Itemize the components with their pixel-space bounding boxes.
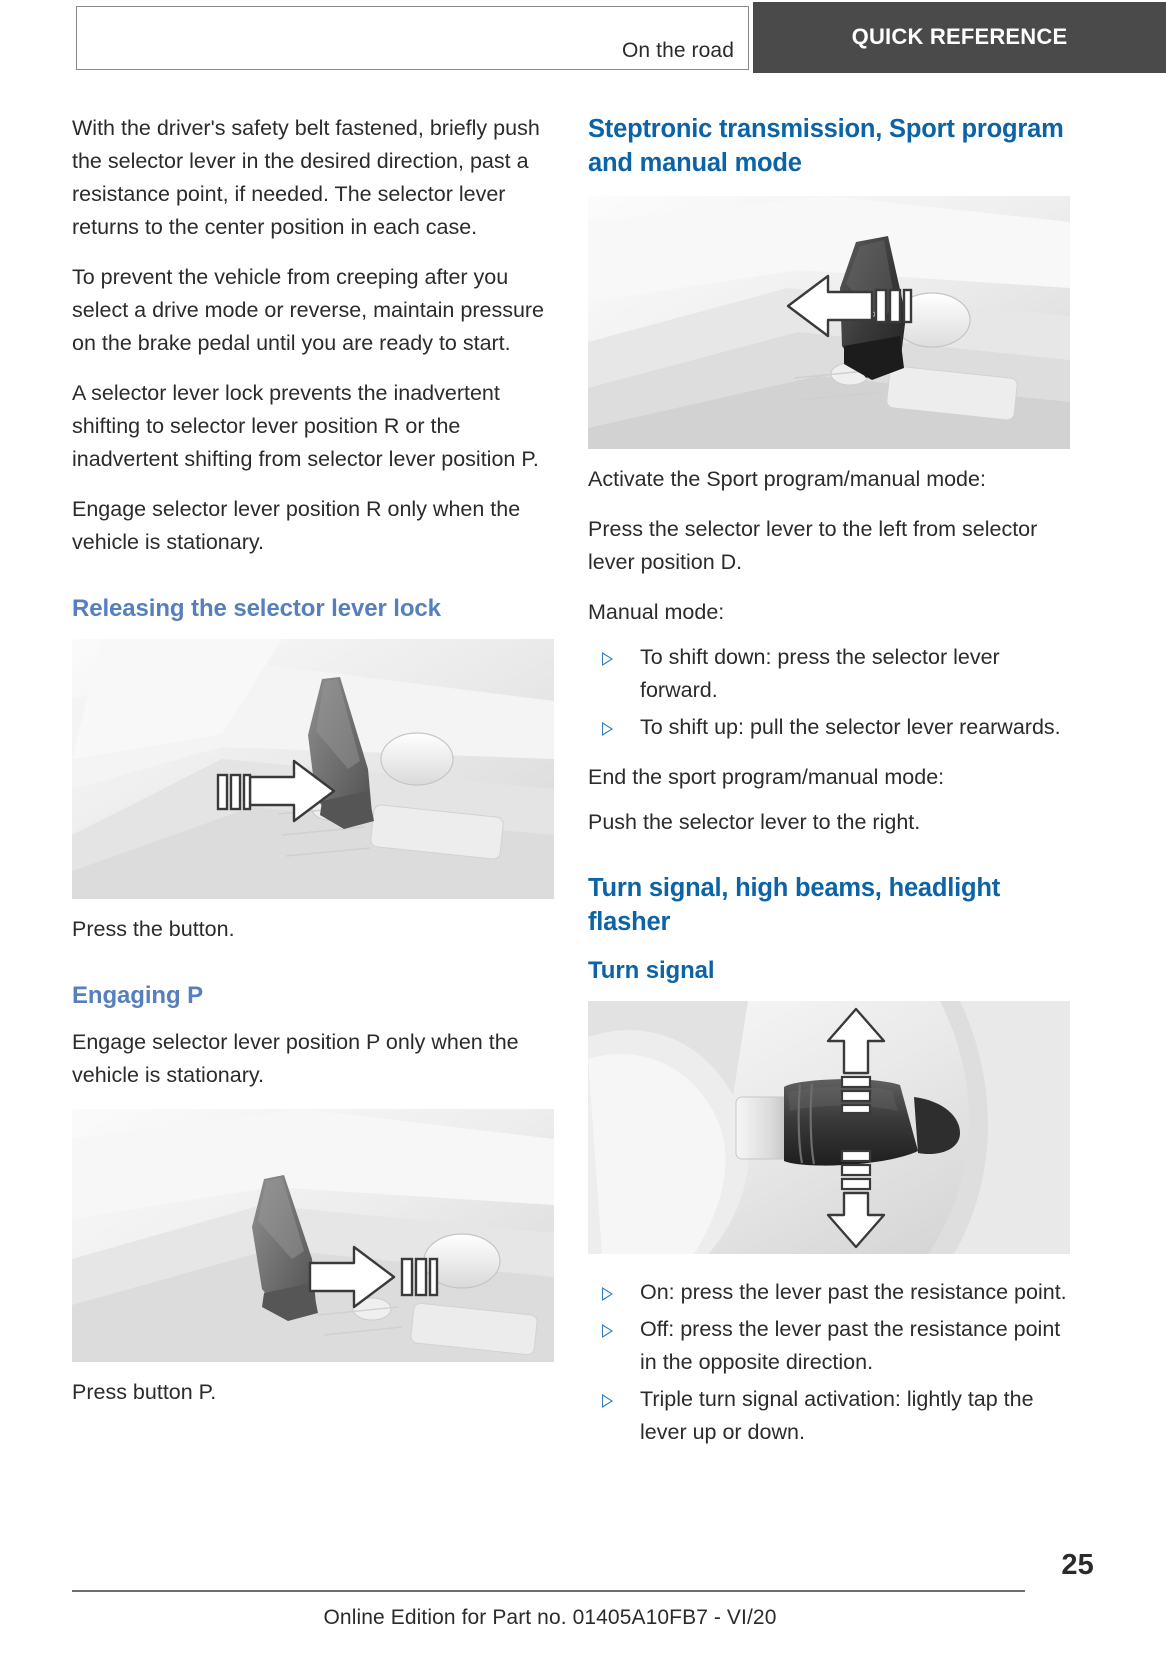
paragraph-press-lever-left: Press the selector lever to the left from selector lever position D. <box>588 517 1038 574</box>
list-item-text: On: press the lever past the resistance point. <box>640 1280 1067 1304</box>
triangle-bullet-icon <box>602 1394 613 1408</box>
center-console-sport-mode-illustration <box>588 196 1070 449</box>
page-footer <box>0 1524 1166 1654</box>
list-item-text: Off: press the lever past the resistance point in the opposite direction. <box>640 1317 1061 1374</box>
heading-turn-signal: Turn signal <box>588 957 715 984</box>
left-column <box>72 112 554 1409</box>
figure-turn-signal-stalk <box>588 1001 1070 1254</box>
text-manual-mode: Manual mode: <box>588 600 725 624</box>
list-item <box>588 711 1070 744</box>
footer-edition-note: Online Edition for Part no. 01405A10FB7 - VI/20 <box>323 1606 777 1629</box>
breadcrumb: On the road <box>621 39 734 62</box>
list-item-text: Triple turn signal activation: lightly tap the lever up or down. <box>640 1387 1034 1444</box>
list-item-text: To shift down: press the selector lever forward. <box>640 645 1000 702</box>
caption-press-button-p: Press button P. <box>72 1380 217 1404</box>
bullet-list-manual-mode <box>588 641 1070 744</box>
center-console-button-p-illustration <box>72 1109 554 1362</box>
text-activate-sport-program: Activate the Sport program/manual mode: <box>588 467 986 491</box>
bullet-list-turn-signal <box>588 1276 1070 1449</box>
list-item <box>588 1383 1070 1449</box>
paragraph-prevent-creeping: To prevent the vehicle from creeping after you select a drive mode or reverse, maintain pressure on the brake pedal until you are ready to start. <box>72 265 545 355</box>
text-end-sport-program: End the sport program/manual mode: <box>588 765 945 789</box>
paragraph-engage-position-p: Engage selector lever position P only when the vehicle is stationary. <box>72 1030 519 1087</box>
list-item <box>588 1313 1070 1379</box>
list-item-text: To shift up: pull the selector lever rearwards. <box>640 715 1061 739</box>
footer-divider <box>72 1590 1025 1592</box>
caption-press-the-button: Press the button. <box>72 917 235 941</box>
figure-steptronic-sport-program <box>588 196 1070 449</box>
list-item <box>588 1276 1070 1309</box>
paragraph-selector-lever-lock: A selector lever lock prevents the inadvertent shifting to selector lever position R or the inadvertent shifting from selector lever position P. <box>72 381 539 471</box>
paragraph-push-lever-right: Push the selector lever to the right. <box>588 810 921 834</box>
triangle-bullet-icon <box>602 1287 613 1301</box>
triangle-bullet-icon <box>602 722 613 736</box>
heading-turn-signal-high-beams: Turn signal, high beams, headlight flasher <box>588 874 1001 936</box>
steering-column-stalk-illustration <box>588 1001 1070 1254</box>
heading-steptronic-transmission: Steptronic transmission, Sport program and manual mode <box>588 115 1064 177</box>
figure-releasing-selector-lever-lock <box>72 639 554 899</box>
right-column <box>588 112 1070 1466</box>
heading-releasing-selector-lever-lock: Releasing the selector lever lock <box>72 595 441 622</box>
triangle-bullet-icon <box>602 652 613 666</box>
center-console-selector-lever-illustration <box>72 639 554 899</box>
breadcrumb-box <box>76 6 749 70</box>
list-item <box>588 641 1070 707</box>
page-header <box>0 0 1166 76</box>
quick-reference-tab <box>753 2 1166 73</box>
figure-engaging-p <box>72 1109 554 1362</box>
triangle-bullet-icon <box>602 1324 613 1338</box>
page-number: 25 <box>1061 1549 1094 1581</box>
quick-reference-tab-label: QUICK REFERENCE <box>851 24 1068 49</box>
paragraph-engage-position-r: Engage selector lever position R only when the vehicle is stationary. <box>72 497 521 554</box>
paragraph-selector-lever-push: With the driver's safety belt fastened, briefly push the selector lever in the desired direction, past a resistance point, if needed. The selector lever returns to the center position in each case. <box>72 116 540 239</box>
heading-engaging-p: Engaging P <box>72 982 204 1009</box>
